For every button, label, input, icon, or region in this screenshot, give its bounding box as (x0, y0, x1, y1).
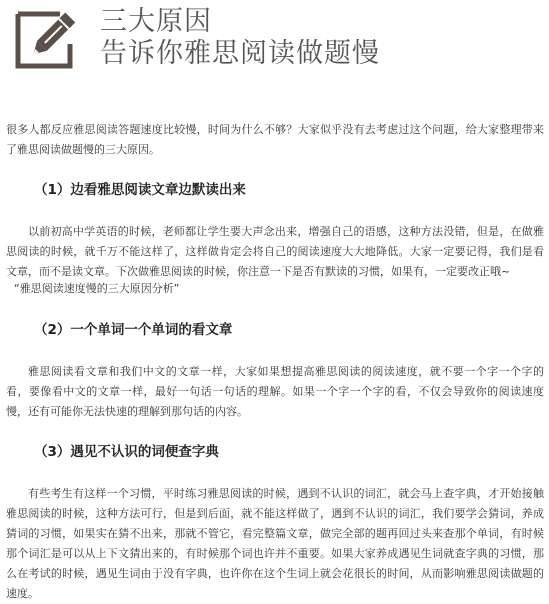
section-body-1: 以前初高中学英语的时候，老师都让学生要大声念出来，增强自己的语感，这种方法没错，但是，在做雅思阅读的时候，就千万不能这样了，这样做肯定会将自己的阅读速度大大地降低。大家一定要记得，我们是看文章，而不是读文章。下次做雅思阅读的时候，你注意一下是否有默读的习惯，如果有，一定要改正哦~ (6, 225, 544, 278)
section-heading-3: （3）遇见不认识的词便查字典 (34, 444, 219, 460)
section-body-3: 有些考生有这样一个习惯，平时练习雅思阅读的时候，遇到不认识的词汇，就会马上查字典，才开始接触雅思阅读的时候，这种方法可行，但是到后面，就不能这样做了，遇到不认识的词汇，我们要学会猜词，养成猜词的习惯，如果实在猜不出来，那就不管它，看完整篇文章，做完全部的题再回过头来查那个单词，有时候那个词汇是可以从上下文猜出来的，有时候那个词也许并不重要。如果大家养成遇见生词就查字典的习惯，那么在考试的时候，遇见生词由于没有字典，也许你在这个生词上就会花很长的时间，从而影响雅思阅读做题的速度。 (6, 487, 544, 600)
header (0, 0, 549, 80)
section-note-1: “雅思阅读速度慢的三大原因分析” (14, 282, 180, 295)
article-body (6, 120, 544, 604)
page-title (100, 6, 380, 70)
title-line-1: 三大原因 (100, 6, 212, 37)
section-heading-2: （2）一个单词一个单词的看文章 (34, 322, 233, 338)
title-line-2: 告诉你雅思阅读做题慢 (100, 38, 380, 69)
intro-paragraph: 很多人都反应雅思阅读答题速度比较慢，时间为什么不够？大家似乎没有去考虑过这个问题，给大家整理带来了雅思阅读做题慢的三大原因。 (6, 123, 544, 156)
section-body-2: 雅思阅读看文章和我们中文的文章一样，大家如果想提高雅思阅读的阅读速度，就不要一个字一个字的看，要像看中文的文章一样，最好一句话一句话的理解。如果一个字一个字的看，不仅会导致你的阅读速度慢，还有可能你无法快速的理解到那句话的内容。 (6, 365, 544, 418)
pencil-note-icon (14, 8, 82, 70)
section-heading-1: （1）边看雅思阅读文章边默读出来 (34, 182, 246, 198)
